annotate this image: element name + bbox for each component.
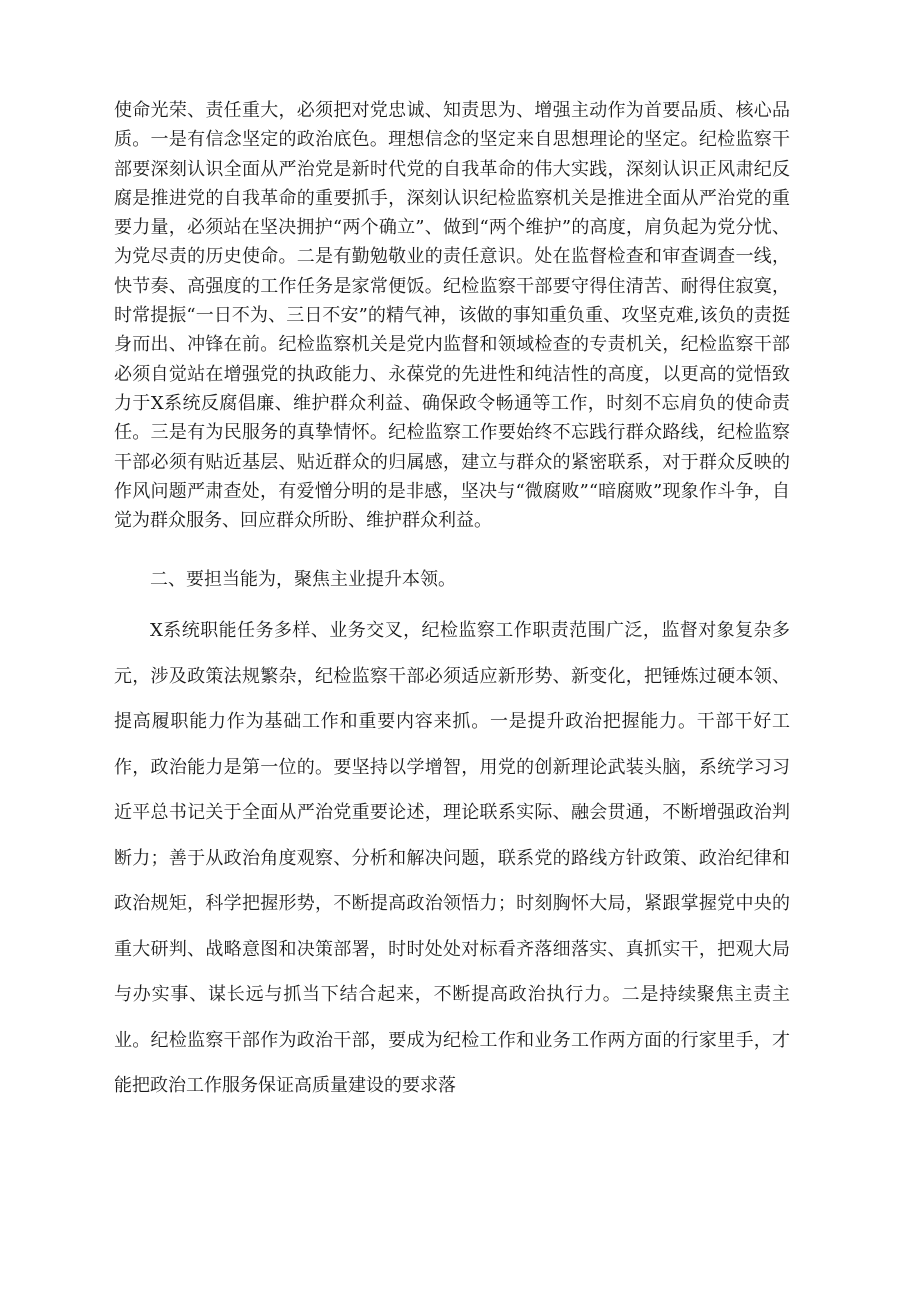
section-heading: 二、要担当能为，聚焦主业提升本领。: [150, 569, 456, 590]
body-paragraph-2: X系统职能任务多样、业务交叉，纪检监察工作职责范围广泛，监督对象复杂多元，涉及政策法规繁杂，纪检监察干部必须适应新形势、新变化，把锤炼过硬本领、提高履职能力作为基础工作和重要内容来抓。一是提升政治把握能力。干部干好工作，政治能力是第一位的。要坚持以学增智，用党的创新理论武装头脑，系统学习习近平总书记关于全面从严治党重要论述，理论联系实际、融会贯通，不断增强政治判断力；善于从政治角度观察、分析和解决问题，联系党的路线方针政策、政治纪律和政治规矩，科学把握形势，不断提高政治领悟力；时刻胸怀大局，紧跟掌握党中央的重大研判、战略意图和决策部署，时时处处对标看齐落细落实、真抓实干，把观大局与办实事、谋长远与抓当下结合起来，不断提高政治执行力。二是持续聚焦主责主业。纪检监察干部作为政治干部，要成为纪检工作和业务工作两方面的行家里手，才能把政治工作服务保证高质量建设的要求落: [114, 620, 790, 1096]
body-paragraph-1: 使命光荣、责任重大，必须把对党忠诚、知责思为、增强主动作为首要品质、核心品质。一是有信念坚定的政治底色。理想信念的坚定来自思想理论的坚定。纪检监察干部要深刻认识全面从严治党是新时代党的自我革命的伟大实践，深刻认识正风肃纪反腐是推进党的自我革命的重要抓手，深刻认识纪检监察机关是推进全面从严治党的重要力量，必须站在坚决拥护“两个确立”、做到“两个维护”的高度，肩负起为党分忧、为党尽责的历史使命。二是有勤勉敬业的责任意识。处在监督检查和审查调查一线，快节奏、高强度的工作任务是家常便饭。纪检监察干部要守得住清苦、耐得住寂寞，时常提振“一日不为、三日不安”的精气神，该做的事知重负重、攻坚克难,该负的责挺身而出、冲锋在前。纪检监察机关是党内监督和领域检查的专责机关，纪检监察干部必须自觉站在增强党的执政能力、永葆党的先进性和纯洁性的高度，以更高的觉悟致力于X系统反腐倡廉、维护群众利益、确保政令畅通等工作，时刻不忘肩负的使命责任。三是有为民服务的真挚情怀。纪检监察工作要始终不忘践行群众路线，纪检监察干部必须有贴近基层、贴近群众的归属感，建立与群众的紧密联系，对于群众反映的作风问题严肃查处，有爱憎分明的是非感，坚决与“微腐败”“暗腐败”现象作斗争，自觉为群众服务、回应群众所盼、维护群众利益。: [114, 100, 790, 532]
